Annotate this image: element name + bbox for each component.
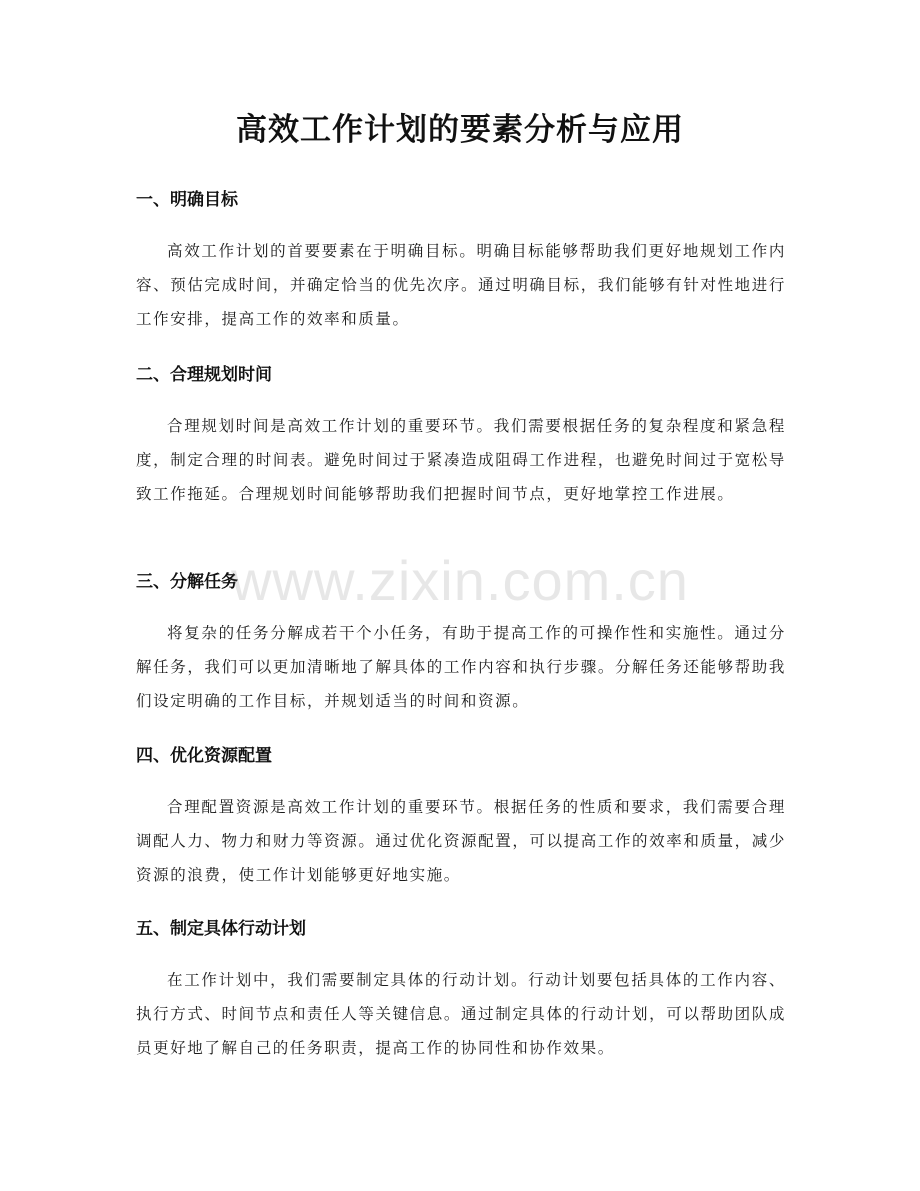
section-clear-goals (136, 188, 786, 336)
section-heading: 二、合理规划时间 (136, 365, 272, 385)
section-heading: 一、明确目标 (136, 190, 238, 210)
document-title: 高效工作计划的要素分析与应用 (236, 112, 684, 148)
section-paragraph: 高效工作计划的首要要素在于明确目标。明确目标能够帮助我们更好地规划工作内容、预估完成时间，并确定恰当的优先次序。通过明确目标，我们能够有针对性地进行工作安排，提高工作的效率和质量。 (136, 242, 786, 328)
section-paragraph: 将复杂的任务分解成若干个小任务，有助于提高工作的可操作性和实施性。通过分解任务，我们可以更加清晰地了解具体的工作内容和执行步骤。分解任务还能够帮助我们设定明确的工作目标，并规划适当的时间和资源。 (136, 624, 786, 710)
section-task-breakdown (136, 570, 786, 718)
section-time-planning (136, 363, 786, 511)
section-heading: 四、优化资源配置 (136, 746, 272, 766)
section-heading: 五、制定具体行动计划 (136, 919, 306, 939)
section-resource-allocation (136, 744, 786, 892)
section-action-plan (136, 917, 786, 1065)
watermark-text: www.zixin.com.cn (231, 549, 689, 612)
section-paragraph: 在工作计划中，我们需要制定具体的行动计划。行动计划要包括具体的工作内容、执行方式、时间节点和责任人等关键信息。通过制定具体的行动计划，可以帮助团队成员更好地了解自己的任务职责，提高工作的协同性和协作效果。 (136, 971, 786, 1057)
section-paragraph: 合理规划时间是高效工作计划的重要环节。我们需要根据任务的复杂程度和紧急程度，制定合理的时间表。避免时间过于紧凑造成阻碍工作进程，也避免时间过于宽松导致工作拖延。合理规划时间能够帮助我们把握时间节点，更好地掌控工作进展。 (136, 417, 786, 503)
section-paragraph: 合理配置资源是高效工作计划的重要环节。根据任务的性质和要求，我们需要合理调配人力、物力和财力等资源。通过优化资源配置，可以提高工作的效率和质量，减少资源的浪费，使工作计划能够更好地实施。 (136, 798, 786, 884)
section-heading: 三、分解任务 (136, 572, 238, 592)
